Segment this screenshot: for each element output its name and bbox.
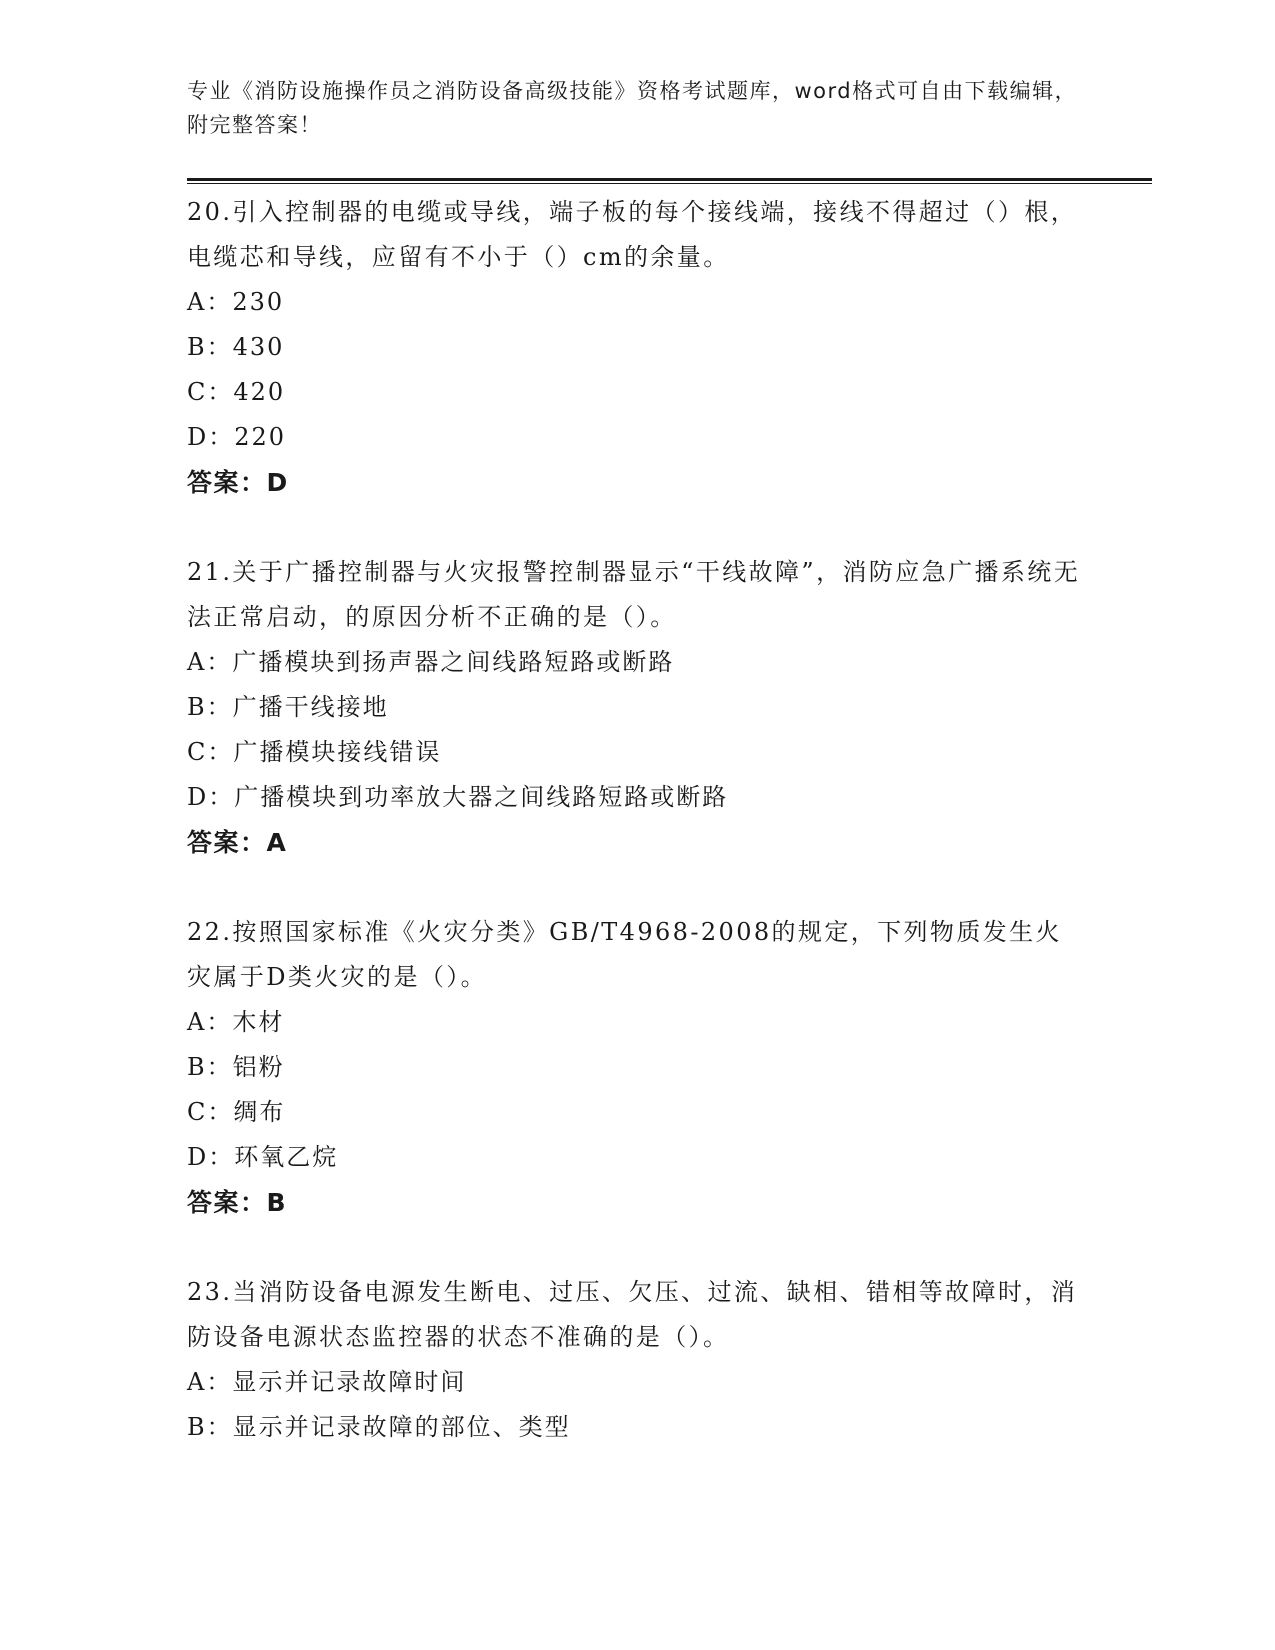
option-d: D：广播模块到功率放大器之间线路短路或断路 [187,783,729,811]
document-intro: 专业《消防设施操作员之消防设备高级技能》资格考试题库，word格式可自由下载编辑，附完整答案！ [187,79,1078,137]
answer-line: 答案：D [187,468,289,497]
option-c: C：绸布 [187,1098,286,1126]
option-b: B：显示并记录故障的部位、类型 [187,1413,571,1441]
question-stem: 22.按照国家标准《火灾分类》GB/T4968-2008的规定，下列物质发生火灾属于D类火灾的是（）。 [187,918,1062,991]
question-stem: 21.关于广播控制器与火灾报警控制器显示“干线故障”，消防应急广播系统无法正常启动，的原因分析不正确的是（）。 [187,558,1081,631]
question-23 [187,1270,1087,1450]
option-a: A：显示并记录故障时间 [187,1368,467,1396]
question-stem: 20.引入控制器的电缆或导线，端子板的每个接线端，接线不得超过（）根，电缆芯和导线，应留有不小于（）cm的余量。 [187,198,1078,271]
option-b: B：铝粉 [187,1053,285,1081]
question-22 [187,910,1087,1225]
option-b: B：广播干线接地 [187,693,389,721]
answer-line: 答案：A [187,828,288,857]
option-c: C：420 [187,378,286,406]
option-a: A：广播模块到扬声器之间线路短路或断路 [187,648,675,676]
option-c: C：广播模块接线错误 [187,738,442,766]
option-a: A：230 [187,288,285,316]
question-stem: 23.当消防设备电源发生断电、过压、欠压、过流、缺相、错相等故障时，消防设备电源状态监控器的状态不准确的是（）。 [187,1278,1078,1351]
question-list [187,190,1087,1450]
header-divider-thick [187,178,1152,181]
option-d: D：环氧乙烷 [187,1143,339,1171]
header-divider-thin [187,183,1152,184]
option-a: A：木材 [187,1008,285,1036]
option-d: D：220 [187,423,287,451]
answer-line: 答案：B [187,1188,288,1217]
question-21 [187,550,1087,865]
option-b: B：430 [187,333,285,361]
question-20 [187,190,1087,505]
